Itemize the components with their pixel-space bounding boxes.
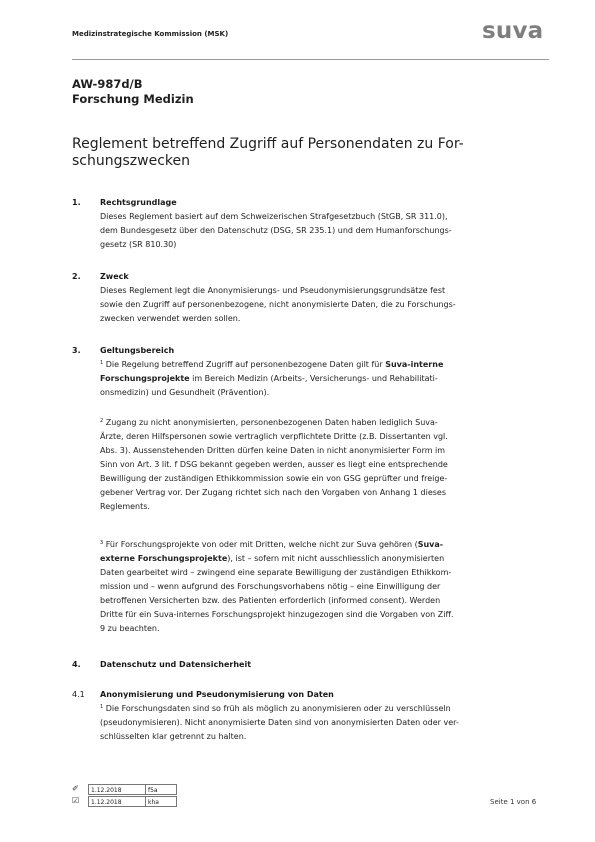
- text-line: schlüsselten klar getrennt zu halten.: [100, 732, 247, 741]
- checkbox-icon: ☑: [72, 796, 80, 805]
- text-emphasis: externe Forschungsprojekte: [100, 554, 228, 563]
- section-number: 4.1: [72, 690, 85, 699]
- section-heading: Rechtsgrundlage: [100, 198, 177, 207]
- text-span: Die Regelung betreffend Zugriff auf personenbezogene Daten gilt für: [103, 360, 386, 369]
- footer-date-cell: 1.12.2018: [88, 784, 146, 795]
- section-number: 2.: [72, 272, 81, 281]
- section-heading: Datenschutz und Datensicherheit: [100, 660, 252, 669]
- text-span: Die Forschungsdaten sind so früh als möglich zu anonymisieren oder zu verschlüsseln: [103, 704, 451, 713]
- document-title: [72, 136, 544, 170]
- paragraph-marker: 1: [100, 704, 104, 710]
- text-emphasis: Suva-: [417, 540, 444, 549]
- text-line: sowie den Zugriff auf personenbezogene, nicht anonymisierte Daten, die zu Forschungs-: [100, 300, 456, 309]
- text-line: [100, 358, 546, 372]
- text-line: Ärzte, deren Hilfspersonen sowie vertraglich verpflichtete Dritte (z.B. Dissertanten vgl.: [100, 432, 448, 441]
- page-number: Seite 1 von 6: [490, 798, 537, 806]
- text-line: [100, 552, 546, 566]
- paragraph-marker: 2: [100, 418, 104, 424]
- text-line: Sinn von Art. 3 lit. f DSG bekannt gegeben werden, ausser es liegt eine entsprechende: [100, 460, 448, 469]
- section-paragraph: [100, 210, 546, 252]
- text-span: Zugang zu nicht anonymisierten, personenbezogenen Daten haben lediglich Suva-: [103, 418, 438, 427]
- section-number: 3.: [72, 346, 81, 355]
- section-paragraph: [100, 702, 546, 744]
- section-number: 1.: [72, 198, 81, 207]
- text-line: (pseudonymisieren). Nicht anonymisierte Daten sind von anonymisierten Daten oder ver-: [100, 718, 459, 727]
- text-line: [100, 416, 546, 430]
- text-emphasis: Suva-interne: [385, 360, 444, 369]
- section-heading: Zweck: [100, 272, 129, 281]
- section-heading: Geltungsbereich: [100, 346, 175, 355]
- header-divider: [72, 59, 549, 60]
- text-line: onsmedizin) und Gesundheit (Prävention).: [100, 388, 270, 397]
- suva-logo: suva: [482, 18, 544, 44]
- text-span: Für Forschungsprojekte von oder mit Dritten, welche nicht zur Suva gehören (: [103, 540, 418, 549]
- document-title-line-1: Reglement betreffend Zugriff auf Personendaten zu For-: [72, 136, 464, 152]
- text-line: mission und – wenn aufgrund des Forschungsvorhabens nötig – eine Einwilligung der: [100, 582, 441, 591]
- paragraph-3-1: [100, 358, 546, 400]
- footer-date-cell: 1.12.2018: [88, 796, 146, 807]
- document-id: AW-987d/B: [72, 77, 143, 91]
- section-heading: Anonymisierung und Pseudonymisierung von Daten: [100, 690, 334, 699]
- text-line: Reglements.: [100, 502, 150, 511]
- text-line: zwecken verwendet werden sollen.: [100, 314, 241, 323]
- text-line: Abs. 3). Aussenstehenden Dritten dürfen keine Daten in nicht anonymisierter Form im: [100, 446, 446, 455]
- section-number: 4.: [72, 660, 81, 669]
- footer-user-cell: f5a: [145, 784, 177, 795]
- text-line: 9 zu beachten.: [100, 624, 160, 633]
- text-line: gebener Vertrag vor. Der Zugang richtet sich nach den Vorgaben von Anhang 1 dieses: [100, 488, 447, 497]
- text-emphasis: Forschungsprojekte: [100, 374, 190, 383]
- header-org: Medizinstrategische Kommission (MSK): [72, 30, 229, 38]
- document-title-line-2: schungszwecken: [72, 153, 190, 169]
- text-line: Bewilligung der zuständigen Ethikkommission sowie ein von GSG geprüfter und freige-: [100, 474, 448, 483]
- section-paragraph: [100, 284, 546, 326]
- text-line: betroffenen Versicherten bzw. des Patienten erforderlich (informed consent). Werden: [100, 596, 441, 605]
- footer-user-cell: kha: [145, 796, 177, 807]
- paragraph-3-2: [100, 416, 546, 514]
- text-span: im Bereich Medizin (Arbeits-, Versicherungs- und Rehabilitati-: [189, 374, 438, 383]
- text-line: [100, 372, 546, 386]
- text-line: [100, 538, 546, 552]
- text-line: Daten gearbeitet wird – zwingend eine separate Bewilligung der zuständigen Ethikkom-: [100, 568, 452, 577]
- text-span: ), ist – sofern mit nicht ausschliesslich anonymisierten: [227, 554, 445, 563]
- text-line: Dieses Reglement basiert auf dem Schweizerischen Strafgesetzbuch (StGB, SR 311.0),: [100, 212, 448, 221]
- paragraph-3-3: [100, 538, 546, 636]
- paragraph-marker: 1: [100, 360, 104, 366]
- text-line: gesetz (SR 810.30): [100, 240, 177, 249]
- text-line: Dritte für ein Suva-internes Forschungsprojekt hinzugezogen sind die Vorgaben von Ziff.: [100, 610, 454, 619]
- document-id-block: [72, 77, 194, 107]
- document-unit: Forschung Medizin: [72, 92, 194, 106]
- text-line: [100, 702, 546, 716]
- pencil-icon: ✐: [72, 784, 79, 793]
- paragraph-marker: 3: [100, 540, 104, 546]
- text-line: Dieses Reglement legt die Anonymisierungs- und Pseudonymisierungsgrundsätze fest: [100, 286, 446, 295]
- text-line: dem Bundesgesetz über den Datenschutz (DSG, SR 235.1) und dem Humanforschungs-: [100, 226, 452, 235]
